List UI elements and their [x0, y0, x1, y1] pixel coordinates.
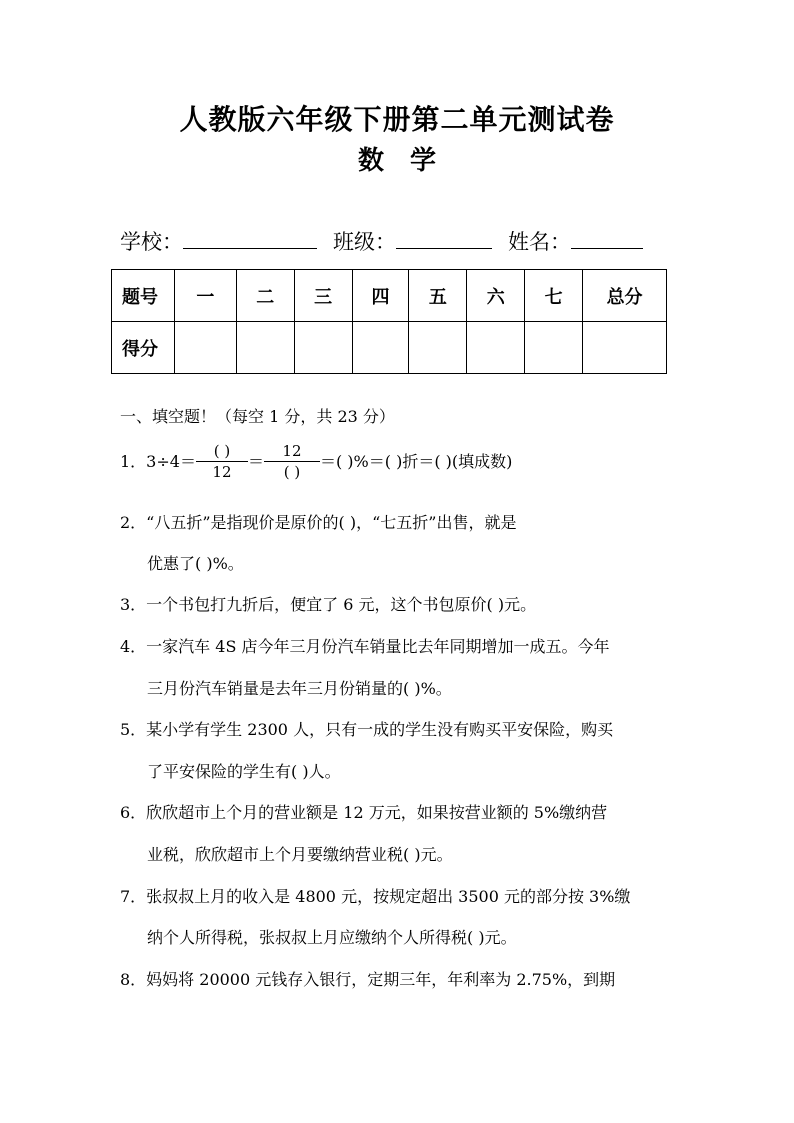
header-cell-total: 总分 — [583, 270, 667, 322]
header-cell-7: 七 — [525, 270, 583, 322]
q1-fraction-1 — [196, 441, 248, 482]
score-cell-label: 得分 — [112, 322, 175, 374]
score-cell-2[interactable] — [236, 322, 294, 374]
school-blank[interactable] — [183, 226, 317, 249]
subject-title: 数 学 — [357, 146, 436, 176]
q2-line2-text: 优惠了( )%。 — [147, 554, 244, 573]
header-cell-1: 一 — [174, 270, 236, 322]
class-blank[interactable] — [396, 226, 492, 249]
q1-suffix: ＝( )%＝( )折＝( )(填成数) — [319, 452, 513, 471]
q1-frac2-numerator: 12 — [264, 441, 320, 462]
q1-frac2-denominator: ( ) — [283, 463, 301, 481]
q1-fraction-2 — [264, 441, 320, 482]
question-2-line-2 — [120, 551, 244, 574]
score-table-header-row — [112, 270, 667, 322]
header-cell-6: 六 — [467, 270, 525, 322]
header-cell-4: 四 — [352, 270, 409, 322]
header-cell-label: 题号 — [112, 270, 175, 322]
score-cell-1[interactable] — [174, 322, 236, 374]
score-cell-3[interactable] — [294, 322, 352, 374]
question-7-line-2 — [120, 925, 517, 948]
question-1 — [120, 442, 512, 483]
q1-prefix: 1．3÷4＝ — [120, 452, 196, 471]
q4-line2-text: 三月份汽车销量是去年三月份销量的( )%。 — [147, 679, 452, 698]
q1-frac1-denominator: 12 — [212, 463, 232, 481]
question-2-line-1: 2．“八五折”是指现价是原价的( )，“七五折”出售，就是 — [120, 513, 517, 532]
score-cell-5[interactable] — [409, 322, 467, 374]
student-info-line — [120, 226, 643, 256]
q7-line2-text: 纳个人所得税，张叔叔上月应缴纳个人所得税( )元。 — [147, 928, 517, 947]
q5-line2-text: 了平安保险的学生有( )人。 — [147, 762, 341, 781]
question-3: 3．一个书包打九折后，便宜了 6 元，这个书包原价( )元。 — [120, 595, 537, 614]
page-title: 人教版六年级下册第二单元测试卷 — [179, 103, 615, 136]
section-title: 一、填空题！（每空 1 分，共 23 分） — [120, 407, 395, 426]
header-cell-5: 五 — [409, 270, 467, 322]
question-4-line-1: 4．一家汽车 4S 店今年三月份汽车销量比去年同期增加一成五。今年 — [120, 637, 610, 656]
question-7-line-1: 7．张叔叔上月的收入是 4800 元，按规定超出 3500 元的部分按 3%缴 — [120, 887, 631, 906]
score-table — [111, 269, 667, 374]
header-cell-2: 二 — [236, 270, 294, 322]
question-4-line-2 — [120, 676, 452, 699]
q1-equals: ＝ — [247, 452, 264, 471]
question-8-line-1: 8．妈妈将 20000 元钱存入银行，定期三年，年利率为 2.75%，到期 — [120, 970, 616, 989]
score-cell-total[interactable] — [583, 322, 667, 374]
question-6-line-2 — [120, 842, 453, 865]
school-label: 学校： — [120, 230, 183, 254]
question-5-line-1: 5．某小学有学生 2300 人，只有一成的学生没有购买平安保险，购买 — [120, 720, 614, 739]
name-blank[interactable] — [571, 226, 643, 249]
score-cell-4[interactable] — [352, 322, 409, 374]
score-cell-7[interactable] — [525, 322, 583, 374]
class-label: 班级： — [333, 230, 396, 254]
score-table-score-row — [112, 322, 667, 374]
q1-frac1-numerator: ( ) — [196, 441, 248, 462]
q6-line2-text: 业税，欣欣超市上个月要缴纳营业税( )元。 — [147, 845, 453, 864]
name-label: 姓名： — [508, 230, 571, 254]
header-cell-3: 三 — [294, 270, 352, 322]
question-6-line-1: 6．欣欣超市上个月的营业额是 12 万元，如果按营业额的 5%缴纳营 — [120, 803, 608, 822]
question-5-line-2 — [120, 759, 341, 782]
score-cell-6[interactable] — [467, 322, 525, 374]
